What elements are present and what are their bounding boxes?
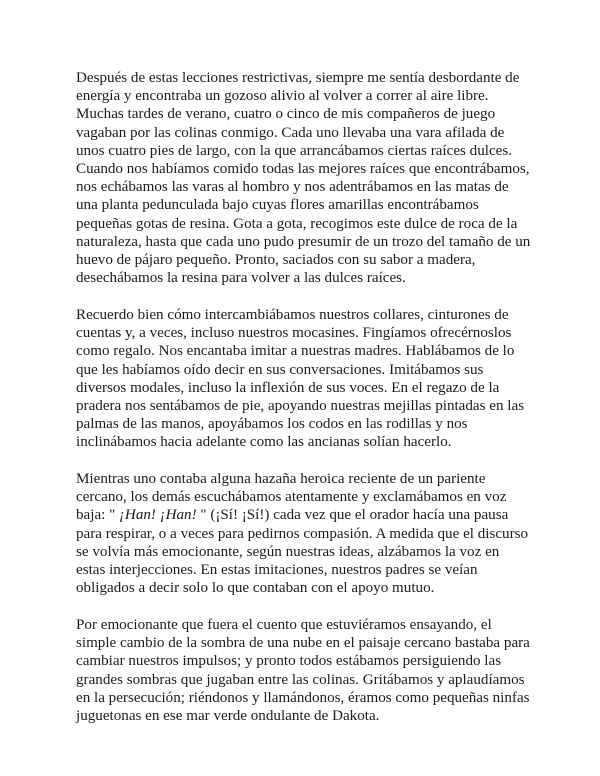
paragraph-1: Después de estas lecciones restrictivas, siempre me sentía desbordante de energía y encontraba un gozoso alivio al volver a correr al aire libre. Muchas tardes de verano, cuatro o cinco de mis compañeros de juego vagaban por las colinas conmigo. Cada uno llevaba una vara afilada de unos cuatro pies de largo, con la que arrancábamos ciertas raíces dulces. Cuando nos habíamos comido todas las mejores raíces que encontrábamos, nos echábamos las varas al hombro y nos adentrábamos en las matas de una planta pedunculada bajo cuyas flores amarillas encontrábamos pequeñas gotas de resina. Gota a gota, recogimos este dulce de roca de la naturaleza, hasta que cada uno pudo presumir de un trozo del tamaño de un huevo de pájaro pequeño. Pronto, saciados con su sabor a madera, desechábamos la resina para volver a las dulces raíces. (76, 70, 531, 287)
paragraph-3-italic-interjection: ¡Han! ¡Han! (119, 507, 197, 524)
document-page (76, 69, 532, 744)
paragraph-3-lead: Mientras uno contaba alguna hazaña heroica reciente de un pariente cercano, los demás escuchábamos atentamente y exclamábamos en voz baja: " (76, 471, 507, 524)
paragraph-4: Por emocionante que fuera el cuento que estuviéramos ensayando, el simple cambio de la sombra de una nube en el paisaje cercano bastaba para cambiar nuestros impulsos; y pronto todos estábamos persiguiendo las grandes sombras que jugaban entre las colinas. Gritábamos y aplaudíamos en la persecución; riéndonos y llamándonos, éramos como pequeñas ninfas juguetonas en ese mar verde ondulante de Dakota. (76, 616, 530, 724)
paragraph-3 (76, 470, 532, 597)
paragraph-2: Recuerdo bien cómo intercambiábamos nuestros collares, cinturones de cuentas y, a veces, incluso nuestros mocasines. Fingíamos ofrecérnoslos como regalo. Nos encantaba imitar a nuestras madres. Hablábamos de lo que les habíamos oído decir en sus conversaciones. Imitábamos sus diversos modales, incluso la inflexión de sus voces. En el regazo de la pradera nos sentábamos de pie, apoyando nuestras mejillas pintadas en las palmas de las manos, apoyábamos los codos en las rodillas y nos inclinábamos hacia adelante como las ancianas solían hacerlo. (76, 306, 525, 451)
paragraph-3-tail: " (¡Sí! ¡Sí!) cada vez que el orador hacía una pausa para respirar, o a veces para pedirnos compasión. A medida que el discurso se volvía más emocionante, según nuestras ideas, alzábamos la voz en estas interjecciones. En estas imitaciones, nuestros padres se veían obligados a decir solo lo que contaban con el apoyo mutuo. (76, 507, 529, 597)
